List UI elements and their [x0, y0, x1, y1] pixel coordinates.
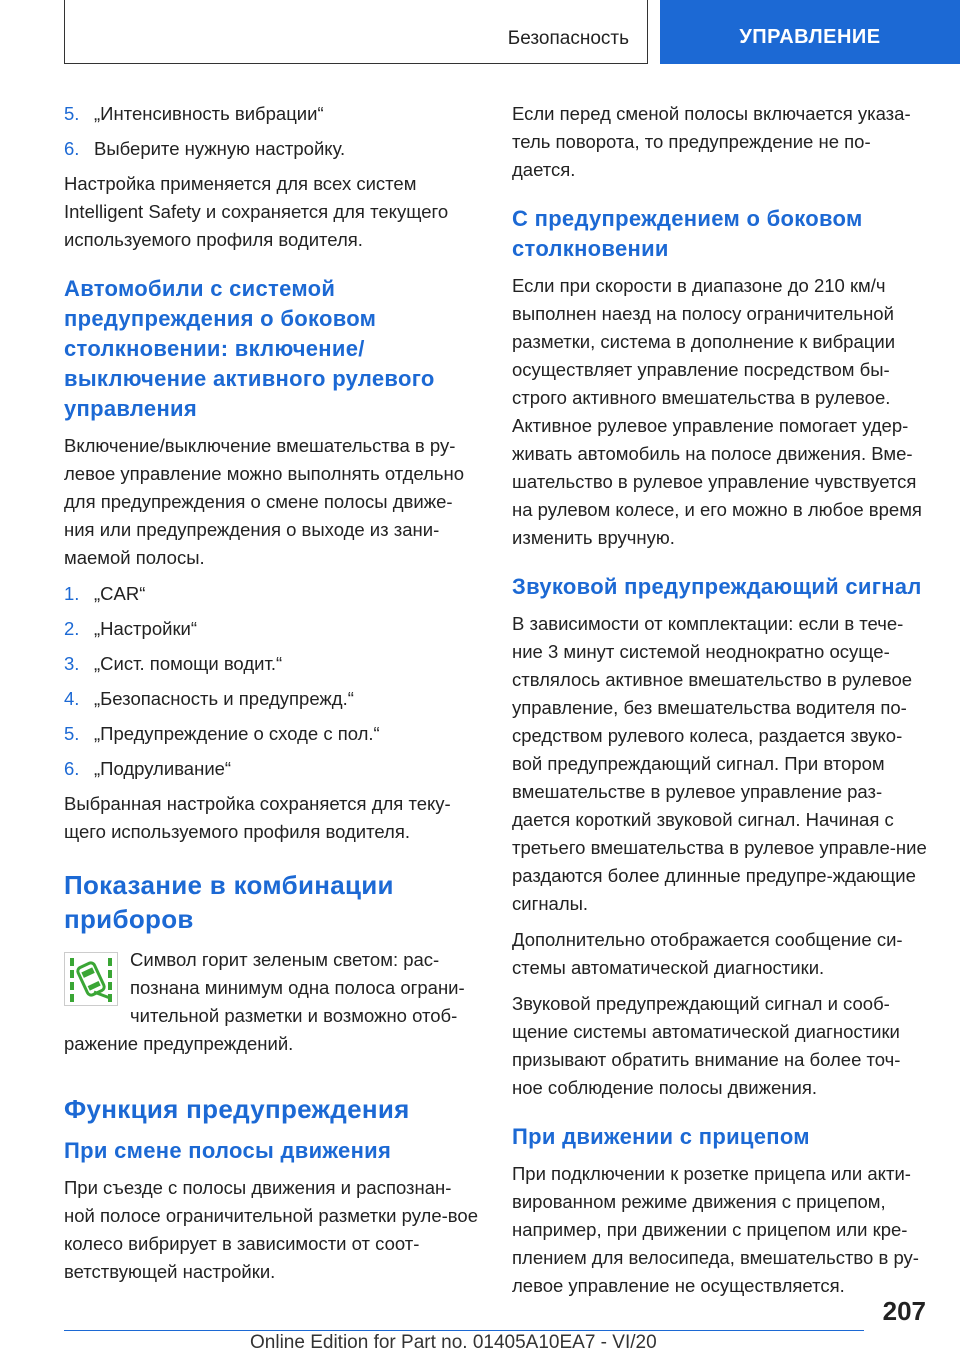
list-text: „CAR“ [94, 583, 146, 604]
paragraph: Выбранная настройка сохраняется для теку-щего используемого профиля водителя. [64, 793, 451, 842]
list-text: „Предупреждение о сходе с пол.“ [94, 723, 380, 744]
list-text: „Безопасность и предупрежд.“ [94, 688, 354, 709]
paragraph: При съезде с полосы движения и распознан-ной полосе ограничительной разметки руле-вое колесо вибрирует в зависимости от соот-ветствующей настройки. [64, 1177, 478, 1282]
subsection-heading: Автомобили с системой предупреждения о боковом столкновении: включение/выключение активного рулевого управления [64, 276, 435, 421]
footer-edition: Online Edition for Part no. 01405A10EA7 - VI/20 [250, 1332, 657, 1353]
symbol-description [64, 946, 480, 1058]
left-column [64, 100, 480, 1294]
paragraph: Звуковой предупреждающий сигнал и сооб-щение системы автоматической диагностики призывают обратить внимание на более точ-ное соблюдение полосы движения. [512, 993, 901, 1098]
subsection-heading: При смене полосы движения [64, 1138, 392, 1163]
page-number: 207 [882, 1296, 926, 1326]
symbol-text: Символ горит зеленым светом: рас-познана минимум одна полоса ограни-чительной разметки и возможно отоб-ражение предупреждений. [64, 949, 465, 1054]
list-text: Выберите нужную настройку. [94, 138, 346, 159]
list-item [64, 685, 480, 713]
list-number: 1. [64, 583, 80, 604]
list-number: 5. [64, 723, 80, 744]
list-item [64, 100, 480, 128]
right-column [512, 100, 928, 1308]
list-item [64, 720, 480, 748]
section-heading: Функция предупреждения [64, 1094, 410, 1124]
paragraph: Настройка применяется для всех систем Intelligent Safety и сохраняется для текущего используемого профиля водителя. [64, 173, 449, 250]
list-text: „Настройки“ [94, 618, 198, 639]
list-item [64, 650, 480, 678]
list-item [64, 615, 480, 643]
page-header [0, 0, 960, 68]
paragraph: Если при скорости в диапазоне до 210 км/ч выполнен наезд на полосу ограничительной разметки, система в дополнение к вибрации осуществляет управление посредством бы-строго активного вмешательства в рулевое. Активное рулевое управление помогает удер-живать автомобиль на полосе движения. Вме-шательство в рулевое управление чувствуется на рулевом колесе, и его можно в любое время изменить вручную. [512, 275, 922, 548]
list-number: 3. [64, 653, 80, 674]
subsection-heading: При движении с прицепом [512, 1124, 810, 1149]
paragraph: Если перед сменой полосы включается указа-тель поворота, то предупреждение не по-дается. [512, 103, 911, 180]
list-number: 6. [64, 758, 80, 779]
header-chapter-tab: УПРАВЛЕНИЕ [660, 0, 960, 64]
list-text: „Подруливание“ [94, 758, 232, 779]
lane-departure-warning-icon [64, 952, 118, 1006]
paragraph: При подключении к розетке прицепа или акти-вированном режиме движения с прицепом, например, при движении с прицепом или кре-плением для велосипеда, вмешательство в ру-левое управление не осуществляется. [512, 1163, 919, 1296]
header-section-title: Безопасность [507, 28, 629, 49]
list-item [64, 755, 480, 783]
header-section-box [64, 0, 648, 64]
footer-divider [64, 1330, 864, 1331]
paragraph: Дополнительно отображается сообщение си-стемы автоматической диагностики. [512, 929, 903, 978]
list-item [64, 580, 480, 608]
list-text: „Сист. помощи водит.“ [94, 653, 283, 674]
list-number: 5. [64, 103, 80, 124]
list-number: 2. [64, 618, 80, 639]
list-text: „Интенсивность вибрации“ [94, 103, 324, 124]
subsection-heading: Звуковой предупреждающий сигнал [512, 574, 922, 599]
section-heading: Показание в комбинации приборов [64, 870, 394, 934]
subsection-heading: С предупреждением о боковом столкновении [512, 206, 863, 261]
list-number: 4. [64, 688, 80, 709]
list-item [64, 135, 480, 163]
paragraph: Включение/выключение вмешательства в ру-левое управление можно выполнять отдельно для предупреждения о смене полосы движе-ния или предупреждения о выходе из зани-маемой полосы. [64, 435, 465, 568]
list-number: 6. [64, 138, 80, 159]
paragraph: В зависимости от комплектации: если в тече-ние 3 минут системой неоднократно осуще-ствлялось активное вмешательство в рулевое управление, без вмешательства водителя по-средством рулевого колеса, раздается звуко-вой предупреждающий сигнал. При втором вмешательстве в рулевое управление раз-дается короткий звуковой сигнал. Начиная с третьего вмешательства в рулевое управле-ние раздаются более длинные предупре-ждающие сигналы. [512, 613, 927, 914]
